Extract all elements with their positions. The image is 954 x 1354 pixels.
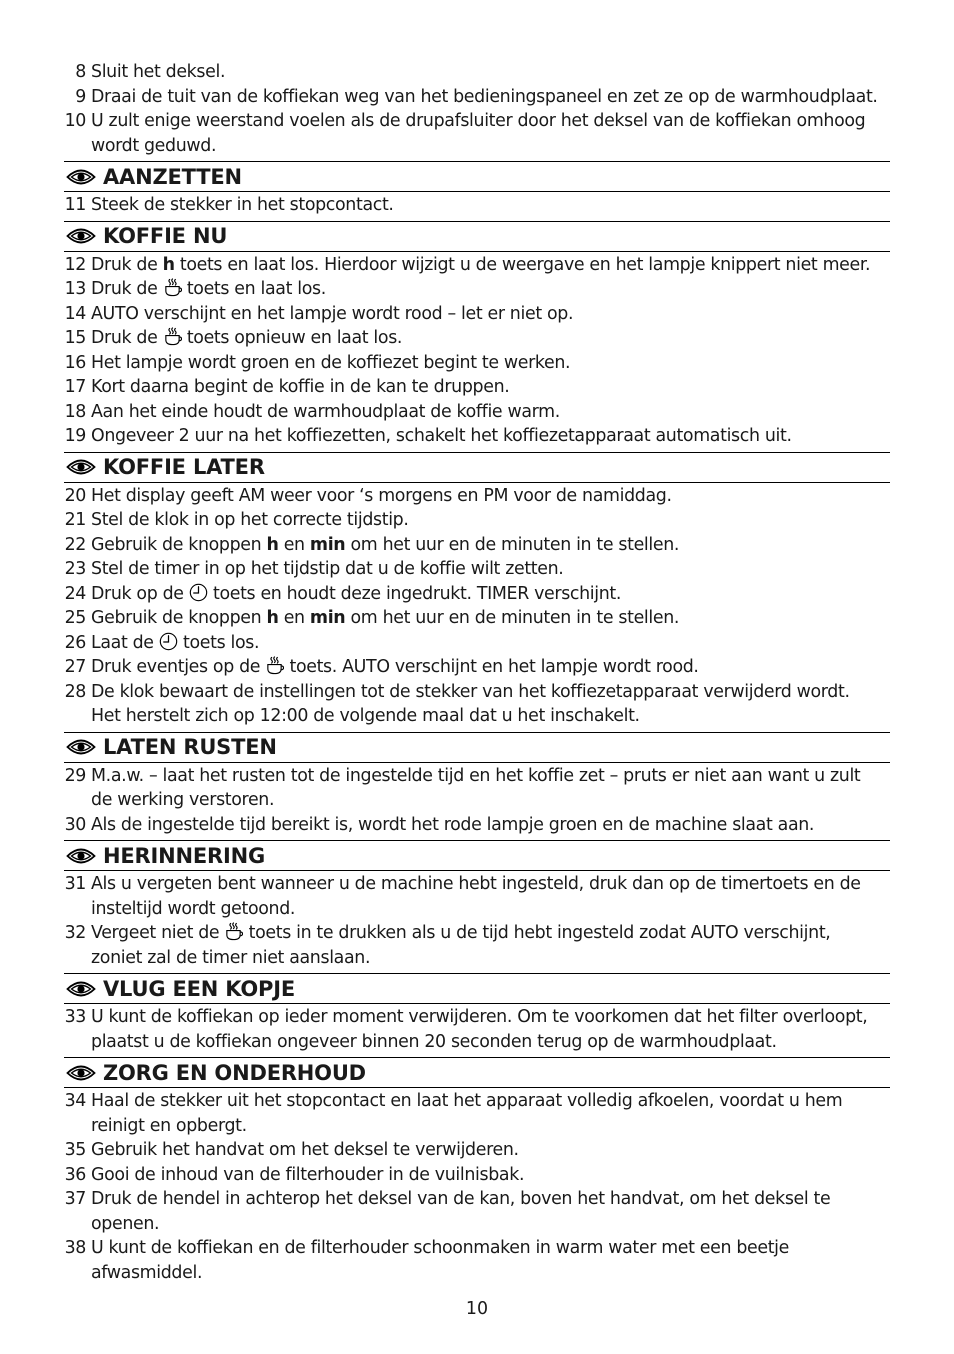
list-item [64,60,890,85]
item-text: toets en laat los. [181,279,326,299]
item-text: U kunt de koffiekan en de filterhouder schoonmaken in warm water met een beetje [91,1238,790,1258]
item-number: 15 [64,328,86,348]
item-number: 28 [64,681,86,702]
item-line [64,400,890,425]
item-number: 24 [64,583,86,604]
item-text: om het uur en de minuten in te stellen. [345,534,680,555]
item-line [64,326,890,351]
item-text: Druk de [91,328,163,348]
list-item [64,193,890,218]
clock-icon [189,583,208,602]
item-text: U kunt de koffiekan op ieder moment verwijderen. Om te voorkomen dat het filter overloopt, [91,1007,868,1027]
item-line [64,351,890,376]
item-text: Gebruik het handvat om het deksel te verwijderen. [91,1140,519,1160]
section-heading [64,732,890,763]
item-number: 17 [64,377,86,397]
item-text: toets opnieuw en laat los. [181,328,403,348]
section-title: AANZETTEN [103,164,242,189]
section-heading [64,973,890,1004]
item-number: 19 [64,426,86,446]
item-number: 14 [64,303,86,324]
item-number: 9 [75,86,86,107]
item-continuation-line [64,1030,890,1055]
list-item [64,582,890,607]
item-number: 22 [64,534,86,555]
list-item [64,1163,890,1188]
list-item [64,508,890,533]
item-text: AUTO verschijnt en het lampje wordt rood – let er niet op. [91,303,574,324]
item-line [64,606,890,631]
list-item [64,1187,890,1236]
item-text: Laat de [91,632,159,653]
item-line [64,424,890,449]
item-number: 25 [64,608,86,628]
item-line [64,484,890,509]
item-text: de werking verstoren. [91,790,275,810]
item-number: 20 [64,485,86,506]
eye-icon [66,459,96,475]
item-line [64,631,890,656]
item-number: 21 [64,510,86,530]
item-text: Het display geeft AM weer voor ‘s morgens en PM voor de namiddag. [91,485,672,506]
item-text: en [278,608,310,628]
item-line [64,921,890,946]
list-item [64,1005,890,1054]
item-continuation-line [64,704,890,729]
list-item [64,400,890,425]
item-continuation-line [64,1261,890,1286]
item-text: Druk op de [91,583,189,604]
item-line [64,582,890,607]
item-text: Vergeet niet de [91,923,225,943]
item-text: Als u vergeten bent wanneer u de machine hebt ingesteld, druk dan op de timertoets en de [91,874,861,894]
item-line [64,1138,890,1163]
item-text: toets en houdt deze ingedrukt. TIMER verschijnt. [207,583,622,604]
list-item [64,557,890,582]
list-item [64,484,890,509]
list-item [64,1138,890,1163]
item-line [64,375,890,400]
section-title: KOFFIE LATER [103,455,265,479]
section-heading [64,840,890,871]
section-title: HERINNERING [103,843,265,868]
item-text: om het uur en de minuten in te stellen. [345,608,680,628]
coffee-cup-icon [224,922,243,941]
item-text: Druk de hendel in achterop het deksel van de kan, boven het handvat, om het deksel te [91,1189,831,1209]
list-item [64,872,890,921]
item-number: 12 [64,254,86,275]
list-item [64,631,890,656]
item-text: Kort daarna begint de koffie in de kan te druppen. [91,377,510,397]
item-text: M.a.w. – laat het rusten tot de ingestelde tijd en het koffie zet – pruts er niet aan want u zult [91,765,861,786]
item-number: 16 [64,352,86,373]
section-title: LATEN RUSTEN [103,735,277,759]
item-line [64,557,890,582]
item-text: Druk de [91,279,163,299]
list-item [64,764,890,813]
item-line [64,533,890,558]
section-title: ZORG EN ONDERHOUD [103,1060,366,1085]
bold-key-label: min [309,608,346,628]
item-continuation-line [64,134,890,159]
item-text: Steek de stekker in het stopcontact. [91,195,394,215]
coffee-cup-icon [265,656,284,675]
item-line [64,1163,890,1188]
item-line [64,277,890,302]
list-item [64,1089,890,1138]
item-line [64,60,890,85]
item-text: Stel de klok in op het correcte tijdstip. [91,510,409,530]
list-item [64,655,890,680]
item-text: Draai de tuit van de koffiekan weg van het bedieningspaneel en zet ze op de warmhoudplaat. [91,86,878,107]
item-line [64,302,890,327]
section-heading [64,452,890,483]
item-number: 11 [64,195,86,215]
item-number: 38 [64,1238,86,1258]
item-text: toets. AUTO verschijnt en het lampje wordt rood. [284,657,699,677]
item-number: 35 [64,1140,86,1160]
list-item [64,921,890,970]
item-line [64,813,890,838]
item-text: toets los. [177,632,260,653]
item-text: De klok bewaart de instellingen tot de stekker van het koffiezetapparaat verwijderd wordt. [91,681,850,702]
item-text: Het lampje wordt groen en de koffiezet begint te werken. [91,352,571,373]
item-number: 26 [64,632,86,653]
item-text: afwasmiddel. [91,1262,203,1283]
eye-icon [66,739,96,755]
item-text: Aan het einde houdt de warmhoudplaat de koffie warm. [91,401,560,422]
page-number: 10 [465,1299,489,1319]
list-item [64,424,890,449]
item-number: 13 [64,279,86,299]
item-text: Stel de timer in op het tijdstip dat u de koffie wilt zetten. [91,559,564,579]
eye-icon [66,228,96,244]
item-text: wordt geduwd. [91,135,217,156]
item-number: 18 [64,401,86,422]
clock-icon [159,632,178,651]
item-number: 27 [64,657,86,677]
document-body [64,60,890,1285]
item-number: 34 [64,1091,86,1111]
list-item [64,351,890,376]
item-number: 30 [64,814,86,835]
item-line [64,1236,890,1261]
item-text: Gebruik de knoppen [91,608,267,628]
item-text: reinigt en opbergt. [91,1115,247,1136]
list-item [64,302,890,327]
bold-key-label: h [266,534,279,555]
item-continuation-line [64,946,890,971]
list-item [64,375,890,400]
item-line [64,680,890,705]
list-item [64,680,890,729]
eye-icon [66,981,96,997]
item-text: toets in te drukken als u de tijd hebt ingesteld zodat AUTO verschijnt, [243,923,831,943]
item-text: openen. [91,1213,160,1234]
item-text: zoniet zal de timer niet aanslaan. [91,947,371,968]
item-number: 31 [64,874,86,894]
bold-key-label: h [162,254,175,275]
item-line [64,193,890,218]
section-heading [64,161,890,192]
item-continuation-line [64,897,890,922]
list-item [64,109,890,158]
item-text: Druk eventjes op de [91,657,266,677]
item-text: toets en laat los. Hierdoor wijzigt u de weergave en het lampje knippert niet meer. [174,254,871,275]
section-heading [64,1057,890,1088]
item-line [64,508,890,533]
item-text: Gebruik de knoppen [91,534,267,555]
item-continuation-line [64,788,890,813]
list-item [64,253,890,278]
item-number: 32 [64,923,86,943]
list-item [64,1236,890,1285]
item-line [64,764,890,789]
item-text: Sluit het deksel. [91,62,226,82]
item-line [64,253,890,278]
list-item [64,533,890,558]
item-text: insteltijd wordt getoond. [91,898,296,919]
coffee-cup-icon [163,278,182,297]
item-continuation-line [64,1114,890,1139]
bold-key-label: h [266,608,279,628]
item-number: 8 [75,62,86,82]
item-text: Ongeveer 2 uur na het koffiezetten, schakelt het koffiezetapparaat automatisch uit. [91,426,792,446]
list-item [64,277,890,302]
item-line [64,1005,890,1030]
item-text: Als de ingestelde tijd bereikt is, wordt het rode lampje groen en de machine slaat aan. [91,814,815,835]
item-number: 10 [64,111,86,131]
coffee-cup-icon [163,327,182,346]
list-item [64,606,890,631]
item-line [64,1187,890,1212]
list-item [64,813,890,838]
item-line [64,85,890,110]
item-number: 23 [64,559,86,579]
item-line [64,872,890,897]
list-item [64,85,890,110]
list-item [64,326,890,351]
section-title: KOFFIE NU [103,224,228,248]
item-number: 29 [64,765,86,786]
item-number: 36 [64,1164,86,1185]
item-text: Haal de stekker uit het stopcontact en laat het apparaat volledig afkoelen, voordat u hem [91,1091,843,1111]
item-line [64,109,890,134]
item-text: U zult enige weerstand voelen als de drupafsluiter door het deksel van de koffiekan omhoog [91,111,866,131]
section-title: VLUG EEN KOPJE [103,976,295,1001]
eye-icon [66,1065,96,1081]
item-line [64,655,890,680]
item-text: Gooi de inhoud van de filterhouder in de vuilnisbak. [91,1164,525,1185]
eye-icon [66,169,96,185]
item-number: 33 [64,1007,86,1027]
bold-key-label: min [309,534,346,555]
section-heading [64,221,890,252]
item-text: plaatst u de koffiekan ongeveer binnen 20 seconden terug op de warmhoudplaat. [91,1031,777,1052]
item-text: en [278,534,310,555]
item-line [64,1089,890,1114]
item-text: Druk de [91,254,163,275]
item-number: 37 [64,1189,86,1209]
eye-icon [66,848,96,864]
item-continuation-line [64,1212,890,1237]
item-text: Het herstelt zich op 12:00 de volgende maal dat u het inschakelt. [91,706,640,726]
